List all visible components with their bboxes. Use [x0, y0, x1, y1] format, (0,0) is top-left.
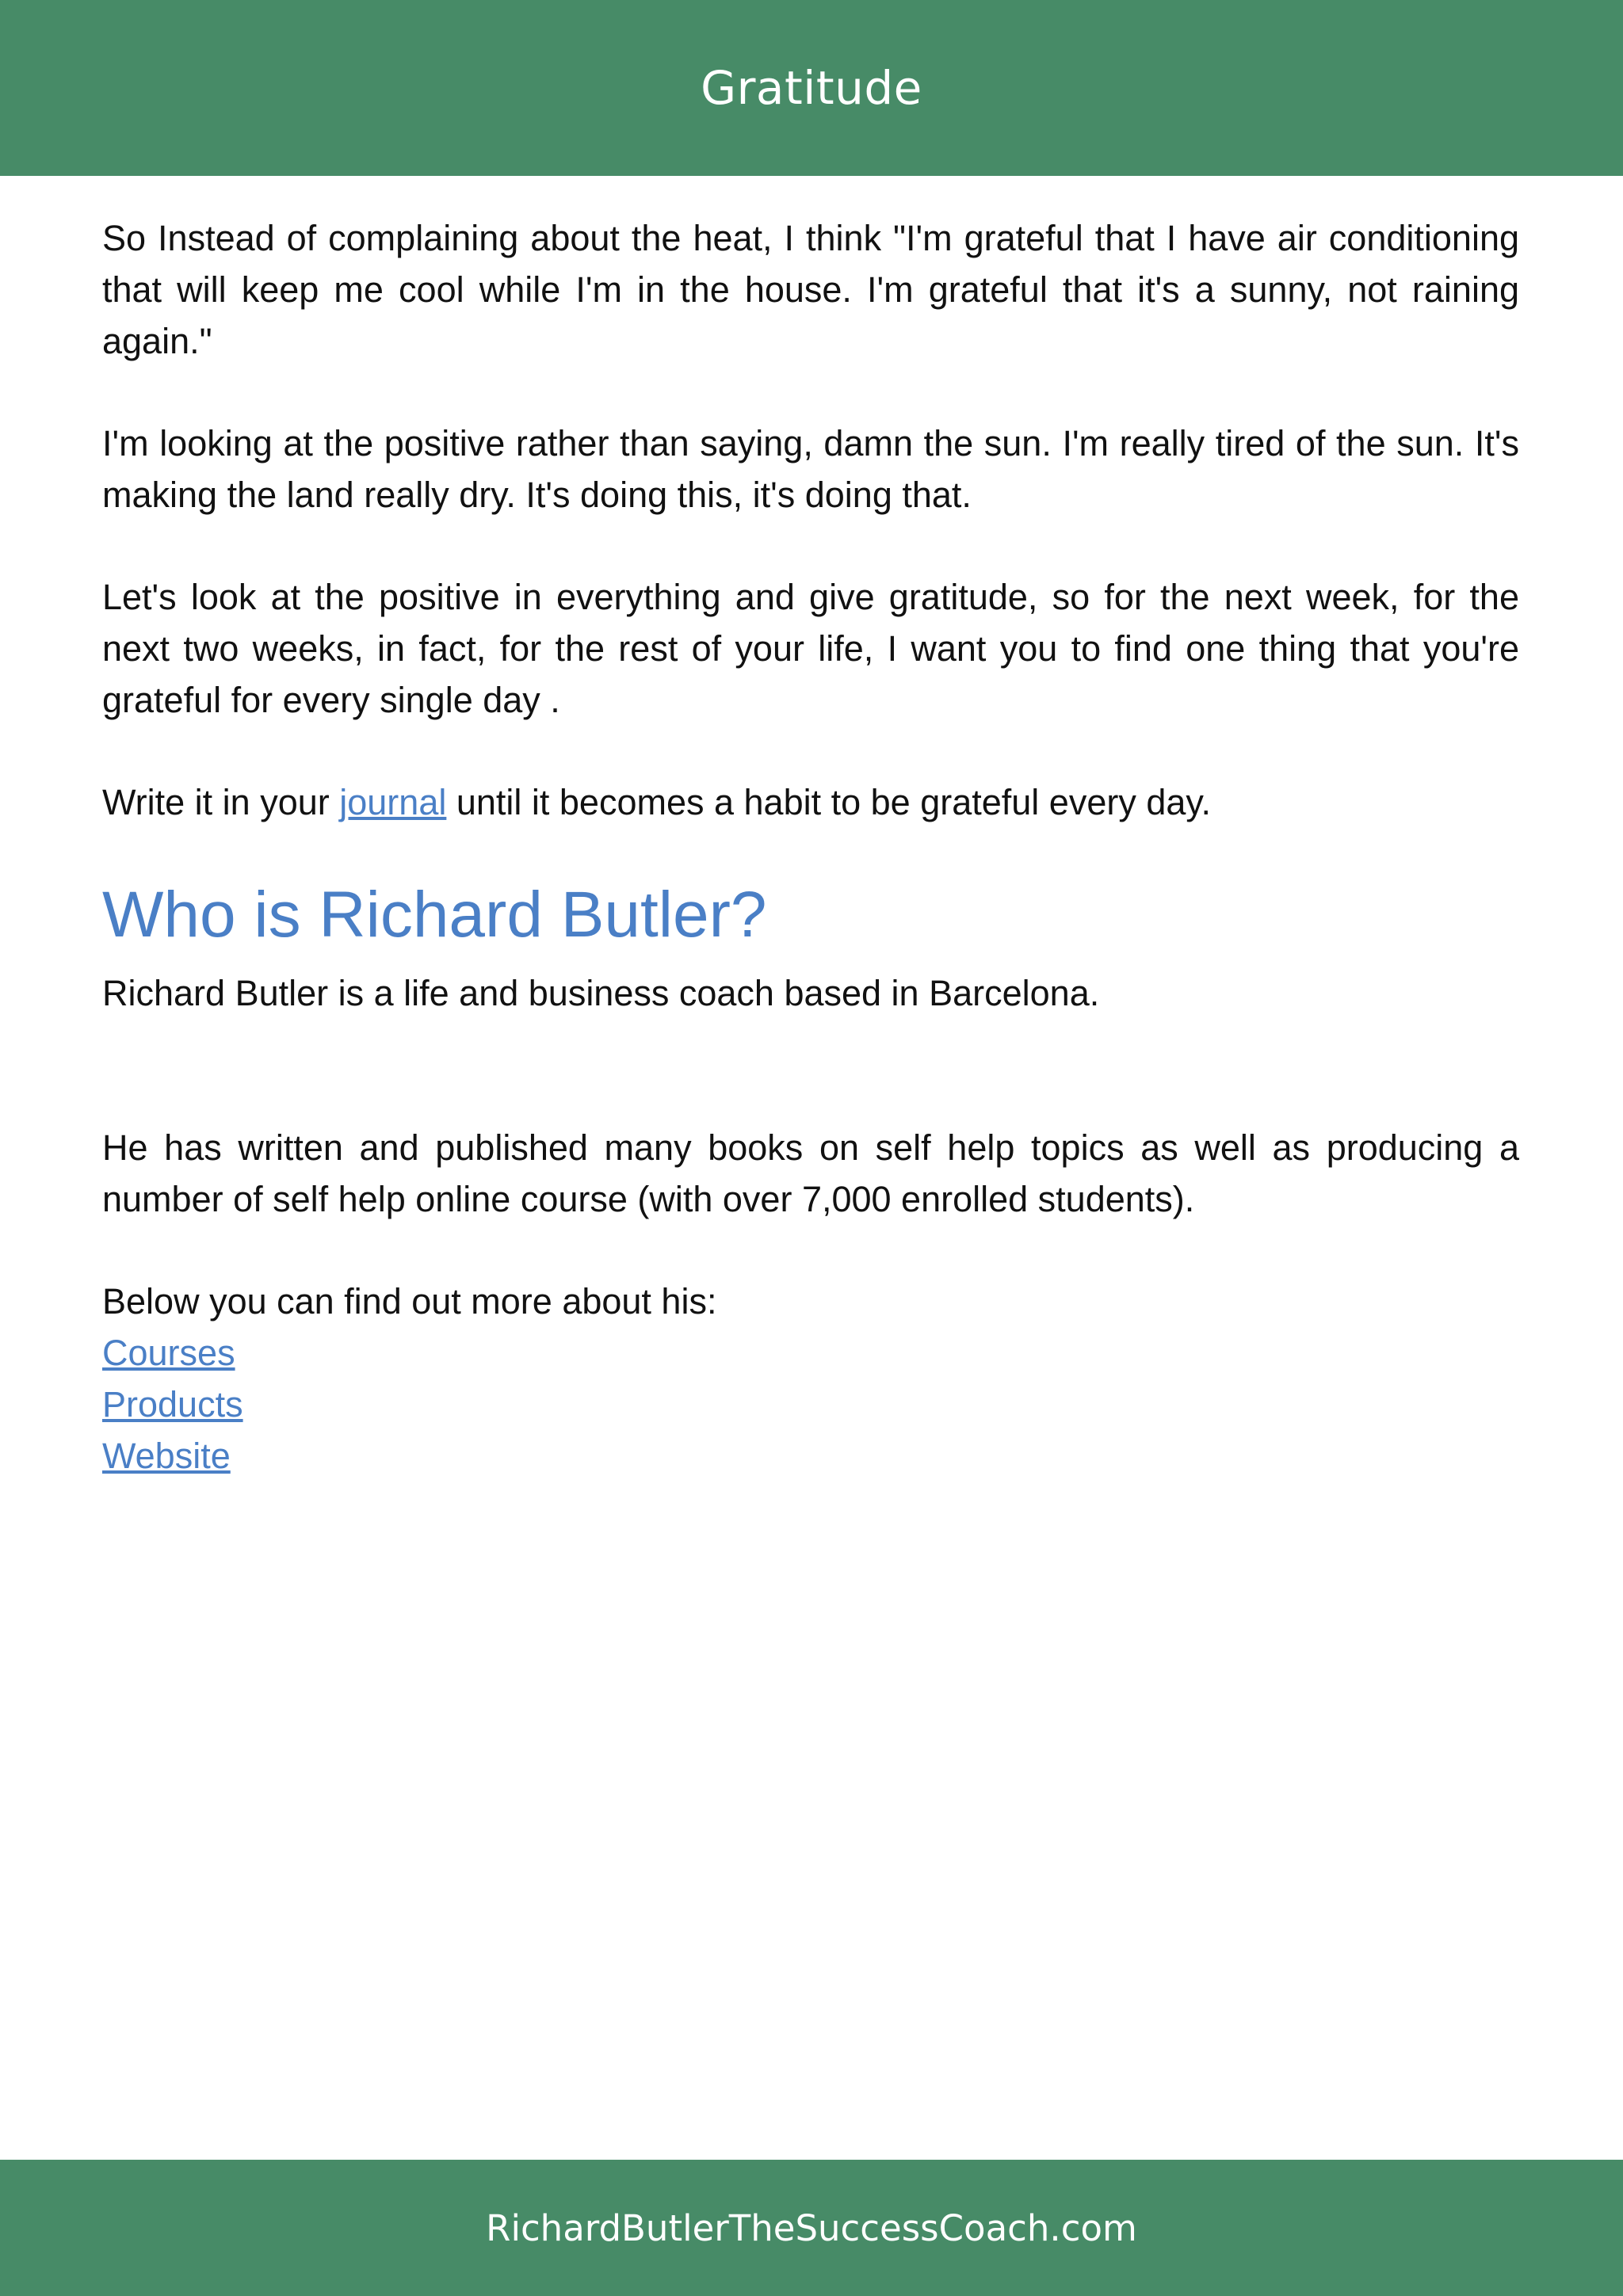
more-links	[102, 1276, 1519, 1482]
article-paragraph-1: So Instead of complaining about the heat, I think "I'm grateful that I have air conditioning that will keep me cool while I'm in the house. I'm grateful that it's a sunny, not raining again."	[102, 218, 1519, 361]
article-paragraph-3: Let's look at the positive in everything and give gratitude, so for the next week, for the next two weeks, in fact, for the rest of your life, I want you to find one thing that you're grateful for every single day .	[102, 577, 1519, 720]
article-paragraph-2: I'm looking at the positive rather than saying, damn the sun. I'm really tired of the sun. It's making the land really dry. It's doing this, it's doing that.	[102, 423, 1519, 515]
journal-paragraph	[102, 776, 1519, 828]
article-content	[102, 212, 1519, 1482]
journal-text-after: until it becomes a habit to be grateful every day.	[446, 782, 1212, 822]
more-links-intro: Below you can find out more about his:	[102, 1281, 717, 1322]
page-header	[0, 0, 1623, 176]
website-link[interactable]: Website	[102, 1436, 231, 1476]
about-heading: Who is Richard Butler?	[102, 879, 767, 951]
about-intro: Richard Butler is a life and business coach based in Barcelona.	[102, 973, 1100, 1013]
page-footer	[0, 2160, 1623, 2296]
journal-text-before: Write it in your	[102, 782, 340, 822]
footer-site-name: RichardButlerTheSuccessCoach.com	[486, 2206, 1137, 2249]
courses-link[interactable]: Courses	[102, 1333, 235, 1373]
spacer	[102, 1019, 1519, 1122]
journal-link[interactable]: journal	[339, 782, 447, 822]
about-books: He has written and published many books on self help topics as well as producing a number of self help online course (with over 7,000 enrolled students).	[102, 1127, 1519, 1219]
page-title: Gratitude	[701, 61, 922, 115]
products-link[interactable]: Products	[102, 1384, 243, 1425]
